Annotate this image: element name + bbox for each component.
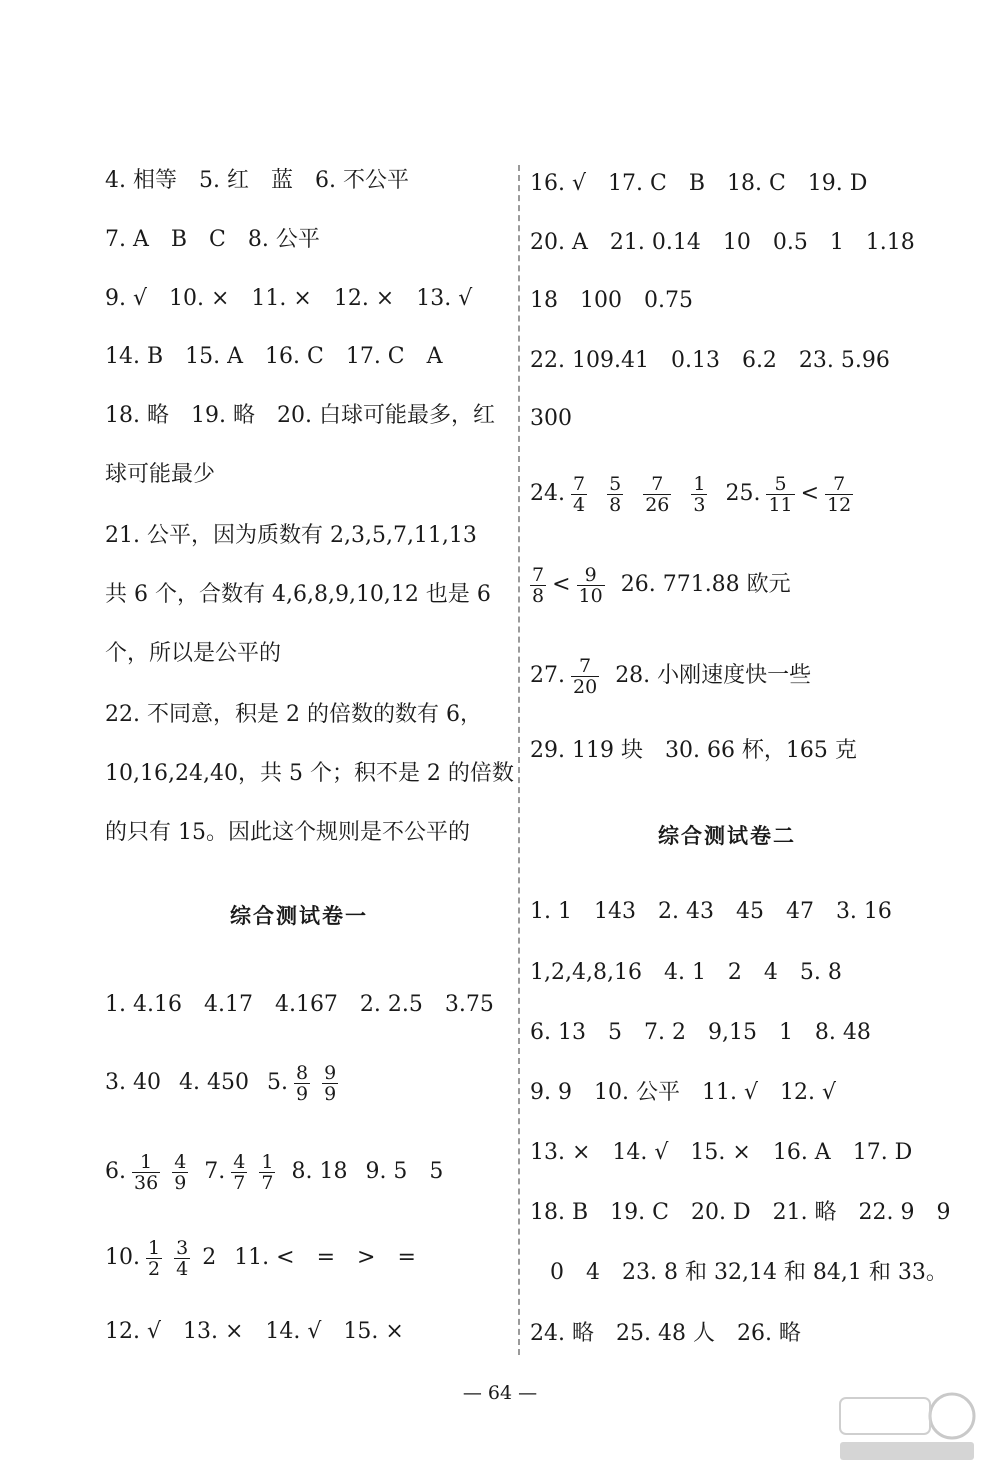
numerator: 1: [693, 472, 706, 495]
page-number: — 64 —: [462, 1382, 538, 1404]
answer-item: 3. 40: [105, 1070, 161, 1095]
answer-item: 28. 小刚速度快一些: [615, 663, 812, 688]
answer-item: 6.: [105, 1159, 126, 1184]
denominator: 11: [768, 493, 793, 516]
answer-line: 10,16,24,40，共 5 个；积不是 2 的倍数: [105, 761, 514, 786]
answer-line: 6. 13 5 7. 2 9,15 1 8. 48: [530, 1020, 871, 1045]
fraction: [643, 474, 671, 515]
less-than: <: [800, 481, 820, 506]
numerator: 5: [774, 472, 787, 495]
answer-line: 9. 9 10. 公平 11. √ 12. √: [530, 1080, 836, 1105]
answer-line-fractions: [530, 654, 811, 698]
answer-item: 26. 771.88 欧元: [620, 572, 791, 597]
denominator: 8: [609, 493, 622, 516]
answer-item: 27.: [530, 663, 565, 688]
denominator: 3: [693, 493, 706, 516]
answer-line-fractions: [105, 1236, 416, 1280]
answer-line: 24. 略 25. 48 人 26. 略: [530, 1321, 801, 1346]
numerator: 9: [324, 1061, 337, 1084]
answer-line: 个，所以是公平的: [105, 641, 282, 666]
numerator: 9: [584, 563, 597, 586]
answer-item: 7.: [204, 1159, 226, 1184]
fraction: [231, 1152, 247, 1193]
numerator: 7: [651, 472, 664, 495]
denominator: 9: [174, 1171, 187, 1194]
answer-item: 10.: [105, 1245, 140, 1270]
answer-item: 9. 5 5: [365, 1159, 444, 1184]
answer-line: 20. A 21. 0.14 10 0.5 1 1.18: [530, 230, 915, 255]
fraction: [530, 565, 546, 606]
answer-item: 4. 450: [178, 1070, 249, 1095]
answer-line: 22. 不同意，积是 2 的倍数的数有 6，: [105, 702, 482, 727]
answer-line-fractions: [105, 1063, 344, 1103]
answer-line: 1. 4.16 4.17 4.167 2. 2.5 3.75: [105, 992, 494, 1017]
answer-line: 21. 公平，因为质数有 2,3,5,7,11,13: [105, 523, 477, 548]
answer-line: 1,2,4,8,16 4. 1 2 4 5. 8: [530, 960, 842, 985]
fraction: [571, 656, 599, 697]
answer-line: 12. √ 13. × 14. √ 15. ×: [105, 1319, 404, 1344]
denominator: 12: [827, 493, 852, 516]
numerator: 4: [174, 1150, 187, 1173]
denominator: 10: [578, 584, 603, 607]
watermark-icon: [832, 1386, 982, 1466]
answer-line: 0 4 23. 8 和 32,14 和 84,1 和 33。: [550, 1260, 948, 1285]
less-than: <: [552, 572, 571, 597]
numerator: 1: [140, 1150, 153, 1173]
fraction: [825, 474, 853, 515]
fraction: [766, 474, 794, 515]
denominator: 2: [148, 1257, 161, 1280]
answer-line: 18. 略 19. 略 20. 白球可能最多，红: [105, 403, 495, 428]
numerator: 1: [148, 1236, 161, 1259]
denominator: 7: [233, 1171, 246, 1194]
answer-item: 24.: [530, 481, 565, 506]
numerator: 7: [573, 472, 586, 495]
answer-line: 16. √ 17. C B 18. C 19. D: [530, 171, 868, 196]
fraction: [691, 474, 707, 515]
answer-line: 13. × 14. √ 15. × 16. A 17. D: [530, 1140, 913, 1165]
answer-item: 11. < = > =: [234, 1245, 416, 1270]
fraction: [259, 1152, 275, 1193]
answer-line: 300: [530, 406, 572, 431]
fraction: [172, 1152, 188, 1193]
answer-line-fractions: [530, 563, 791, 607]
denominator: 20: [573, 675, 598, 698]
answer-item: 25.: [725, 481, 761, 506]
section-heading-test-one: 综合测试卷一: [230, 904, 368, 928]
denominator: 9: [295, 1082, 309, 1105]
answer-line: 22. 109.41 0.13 6.2 23. 5.96: [530, 348, 890, 373]
numerator: 7: [833, 472, 846, 495]
answer-line: 29. 119 块 30. 66 杯，165 克: [530, 738, 857, 763]
denominator: 4: [573, 493, 586, 516]
answer-line: 1. 1 143 2. 43 45 47 3. 16: [530, 899, 892, 924]
answer-item: 5.: [266, 1070, 288, 1095]
numerator: 4: [233, 1150, 246, 1173]
fraction: [577, 565, 605, 606]
answer-line: 的只有 15。因此这个规则是不公平的: [105, 820, 470, 845]
denominator: 9: [324, 1082, 337, 1105]
fraction: [322, 1063, 338, 1104]
answer-line-fractions: [105, 1150, 443, 1194]
numerator: 8: [295, 1061, 309, 1084]
answer-item: 8. 18: [291, 1159, 348, 1184]
column-divider: [518, 165, 520, 1355]
numerator: 5: [609, 472, 622, 495]
answer-line-fractions: [530, 472, 859, 516]
answer-line: 球可能最少: [105, 462, 216, 487]
denominator: 8: [532, 584, 545, 607]
fraction: [571, 474, 587, 515]
fraction: [607, 474, 623, 515]
watermark-logo: [832, 1386, 982, 1466]
fraction: [174, 1238, 190, 1279]
denominator: 7: [261, 1171, 274, 1194]
fraction: [132, 1152, 160, 1193]
numerator: 1: [261, 1150, 274, 1173]
numerator: 3: [176, 1236, 189, 1259]
denominator: 26: [645, 493, 670, 516]
denominator: 36: [134, 1171, 159, 1194]
answer-line: 18. B 19. C 20. D 21. 略 22. 9 9: [530, 1200, 951, 1225]
answer-line: 9. √ 10. × 11. × 12. × 13. √: [105, 286, 473, 311]
fraction: [294, 1063, 310, 1104]
answer-line: 4. 相等 5. 红 蓝 6. 不公平: [105, 168, 409, 193]
answer-item: 2: [202, 1245, 217, 1270]
answer-line: 共 6 个，合数有 4,6,8,9,10,12 也是 6: [105, 582, 491, 607]
answer-line: 14. B 15. A 16. C 17. C A: [105, 344, 443, 369]
answer-line: 7. A B C 8. 公平: [105, 227, 320, 252]
fraction: [146, 1238, 162, 1279]
numerator: 7: [532, 563, 545, 586]
numerator: 7: [579, 654, 592, 677]
denominator: 4: [176, 1257, 189, 1280]
answer-line: 18 100 0.75: [530, 288, 693, 313]
section-heading-test-two: 综合测试卷二: [658, 824, 796, 848]
